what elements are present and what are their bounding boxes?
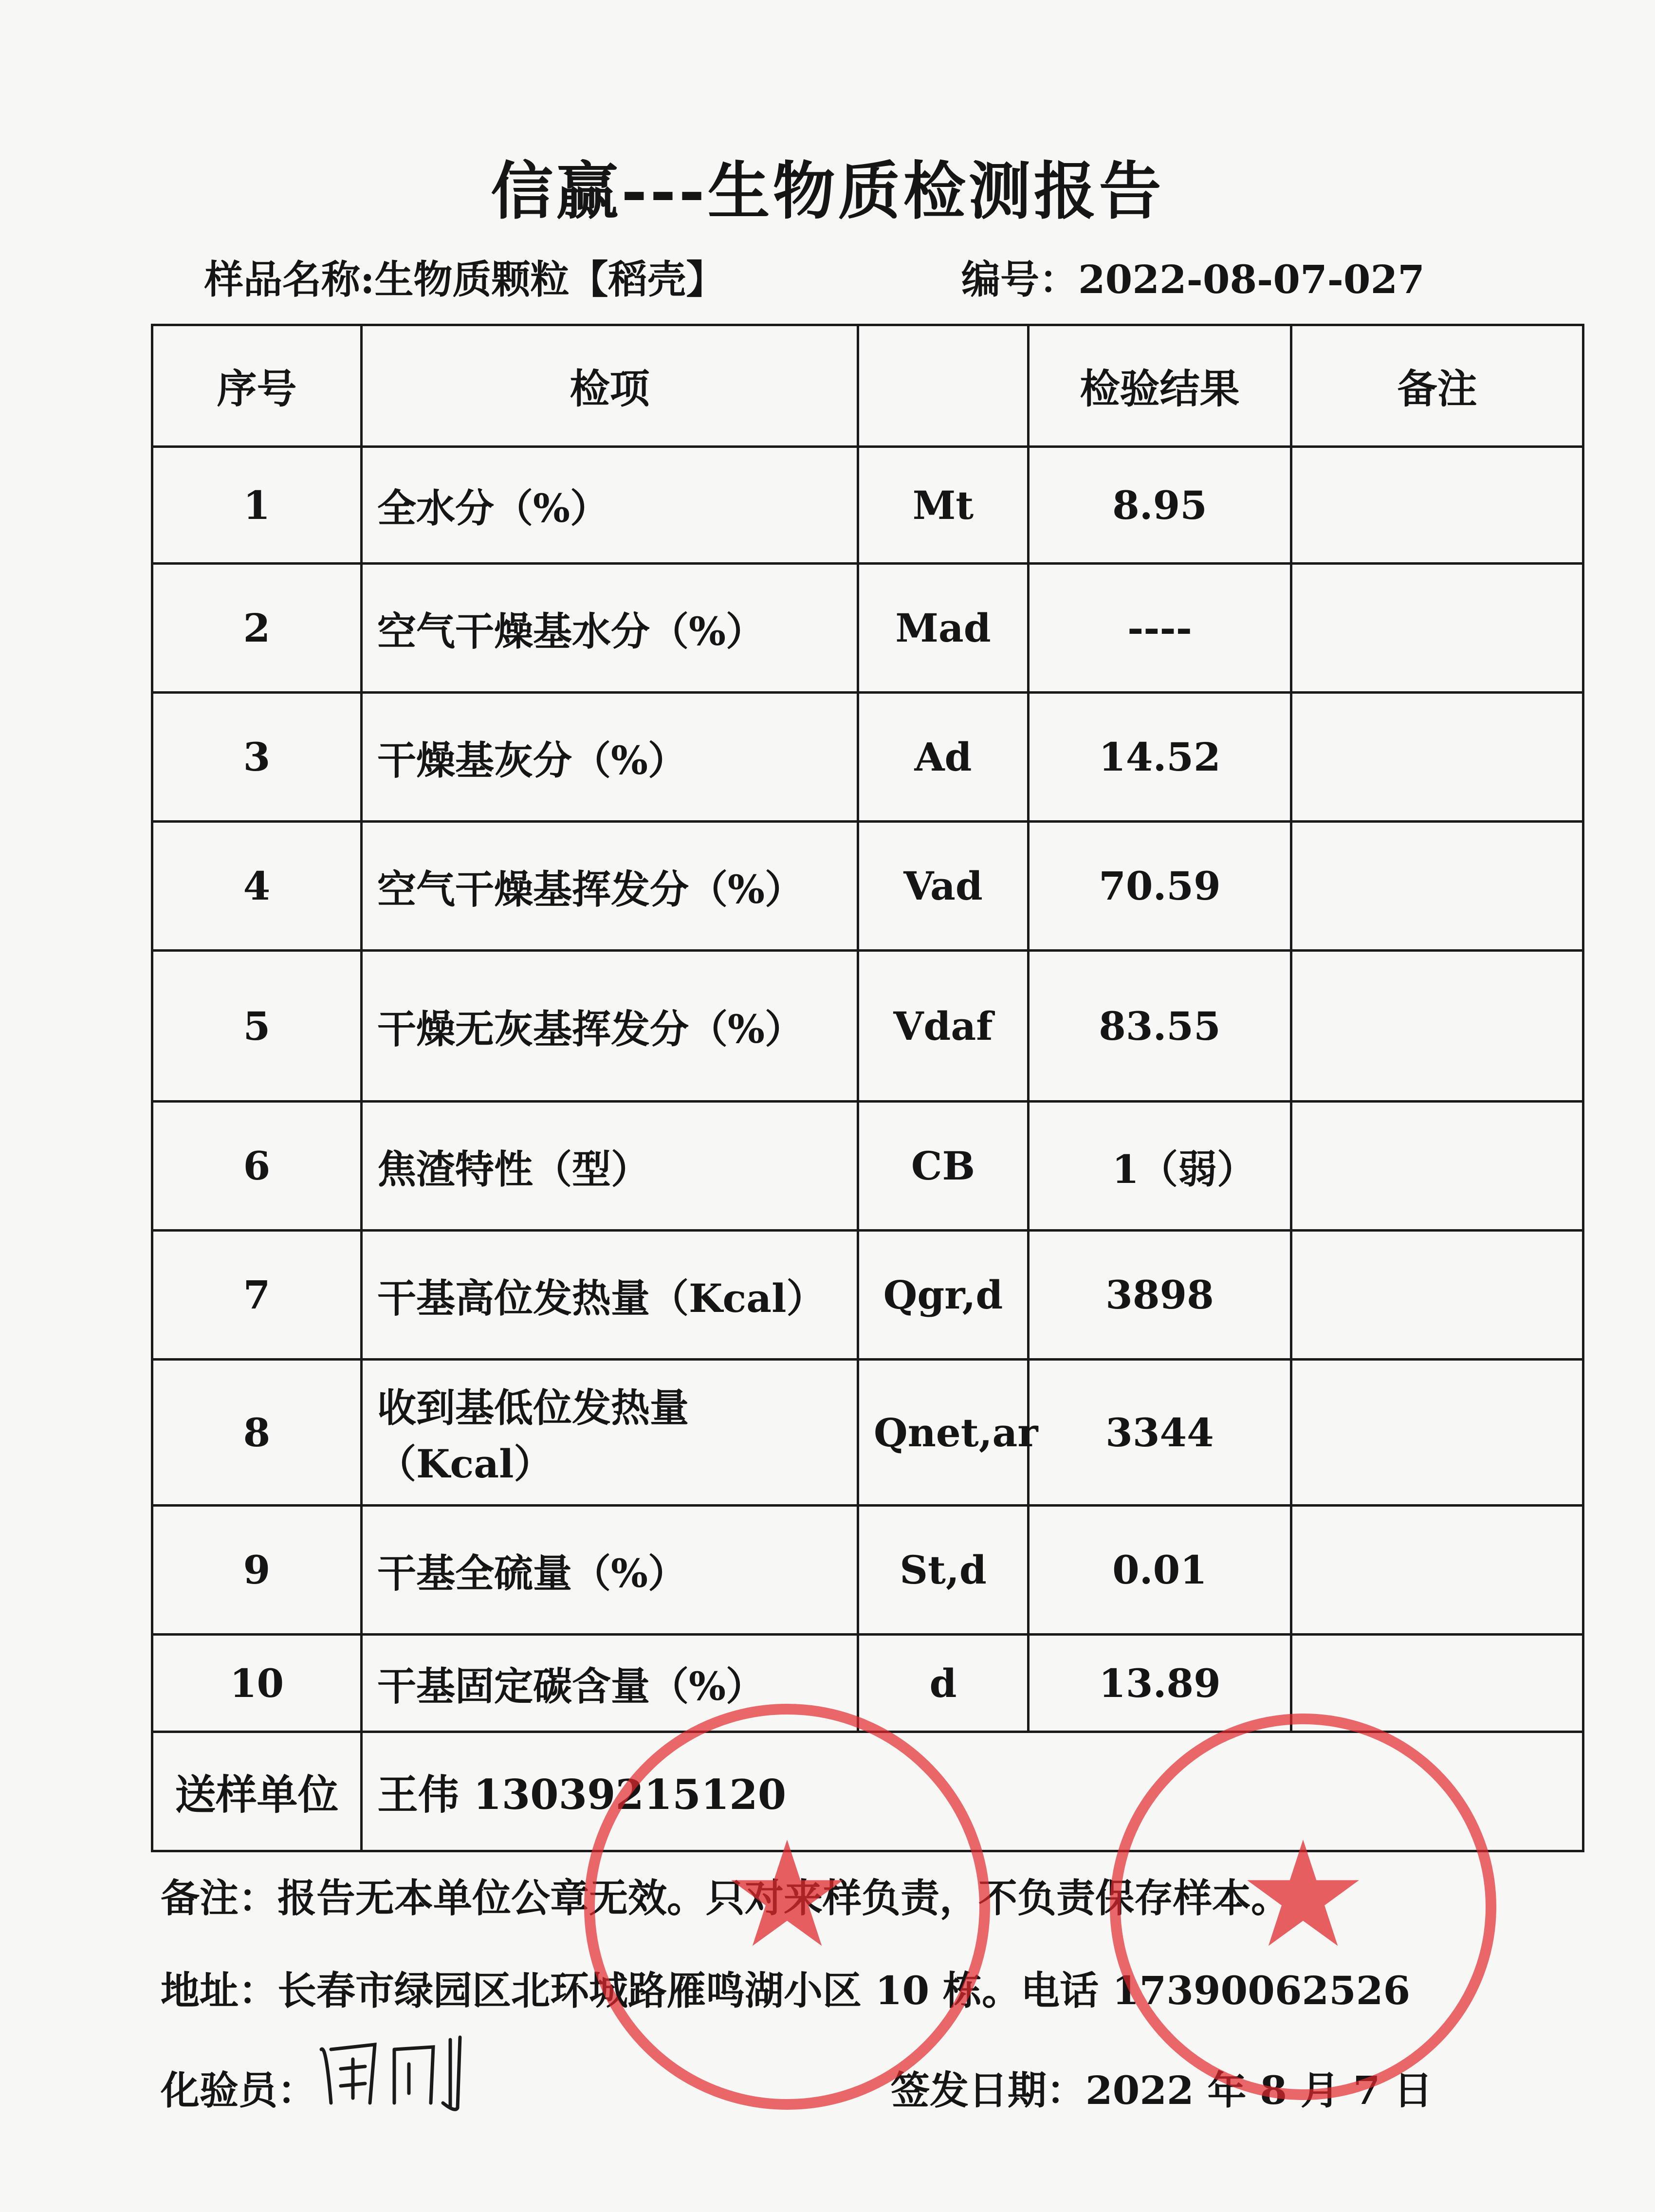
- inspector-label: 化验员：: [161, 2067, 316, 2113]
- sender-value: 王伟 13039215120: [362, 1732, 1583, 1851]
- table-row: [152, 564, 1583, 693]
- address-note: 地址：长春市绿园区北环城路雁鸣湖小区 10 栋。电话 17390062526: [161, 1968, 1411, 2013]
- row-remark: [1291, 951, 1583, 1102]
- report-title: 信赢---生物质检测报告: [491, 155, 1164, 228]
- table-row: [152, 1506, 1583, 1635]
- sample-name: 样品名称:生物质颗粒【稻壳】: [204, 257, 725, 302]
- table-row: [152, 1635, 1583, 1732]
- row-item: 全水分（%）: [362, 447, 858, 564]
- table-header-row: [152, 325, 1583, 447]
- row-remark: [1291, 693, 1583, 822]
- row-no: 10: [152, 1635, 362, 1732]
- row-remark: [1291, 564, 1583, 693]
- row-no: 4: [152, 822, 362, 951]
- row-no: 5: [152, 951, 362, 1102]
- row-code: Mad: [858, 564, 1029, 693]
- issue-date: 签发日期：2022 年 8 月 7 日: [891, 2067, 1433, 2113]
- report-number: 编号：2022-08-07-027: [961, 257, 1425, 302]
- row-item: 收到基低位发热量（Kcal）: [362, 1360, 858, 1506]
- row-result: 3898: [1029, 1231, 1291, 1360]
- header-item: 检项: [362, 325, 858, 447]
- row-no: 1: [152, 447, 362, 564]
- row-code: Vdaf: [858, 951, 1029, 1102]
- row-item: 干燥基灰分（%）: [362, 693, 858, 822]
- remark-note: 备注：报告无本单位公章无效。只对来样负责，不负责保存样本。: [161, 1875, 1290, 1921]
- row-item: 干基固定碳含量（%）: [362, 1635, 858, 1732]
- header-result: 检验结果: [1029, 325, 1291, 447]
- sender-label: 送样单位: [152, 1732, 362, 1851]
- header-remark: 备注: [1291, 325, 1583, 447]
- right-seal-stamp: [1110, 1714, 1496, 2100]
- table-row: [152, 951, 1583, 1102]
- row-no: 8: [152, 1360, 362, 1506]
- row-code: Ad: [858, 693, 1029, 822]
- row-no: 6: [152, 1102, 362, 1231]
- header-code: [858, 325, 1029, 447]
- row-result: ----: [1029, 564, 1291, 693]
- row-code: CB: [858, 1102, 1029, 1231]
- left-seal-stamp: [584, 1704, 990, 2110]
- row-result: 3344: [1029, 1360, 1291, 1506]
- star-icon: ★: [1237, 1810, 1369, 1980]
- row-remark: [1291, 1506, 1583, 1635]
- row-code: d: [858, 1635, 1029, 1732]
- table-row: [152, 1102, 1583, 1231]
- row-result: 13.89: [1029, 1635, 1291, 1732]
- row-code: Qnet,ar: [858, 1360, 1029, 1506]
- row-code: Mt: [858, 447, 1029, 564]
- row-result: 0.01: [1029, 1506, 1291, 1635]
- row-item: 干基全硫量（%）: [362, 1506, 858, 1635]
- table-row: [152, 447, 1583, 564]
- row-remark: [1291, 1231, 1583, 1360]
- row-result: 1（弱）: [1029, 1102, 1291, 1231]
- row-remark: [1291, 1360, 1583, 1506]
- row-item: 干基高位发热量（Kcal）: [362, 1231, 858, 1360]
- row-remark: [1291, 1102, 1583, 1231]
- row-code: Qgr,d: [858, 1231, 1029, 1360]
- header-no: 序号: [152, 325, 362, 447]
- row-no: 3: [152, 693, 362, 822]
- row-no: 7: [152, 1231, 362, 1360]
- row-item: 空气干燥基水分（%）: [362, 564, 858, 693]
- row-code: St,d: [858, 1506, 1029, 1635]
- row-item: 空气干燥基挥发分（%）: [362, 822, 858, 951]
- row-remark: [1291, 822, 1583, 951]
- row-result: 70.59: [1029, 822, 1291, 951]
- table-row: [152, 1360, 1583, 1506]
- row-result: 83.55: [1029, 951, 1291, 1102]
- row-item: 焦渣特性（型）: [362, 1102, 858, 1231]
- report-table: [151, 324, 1584, 1852]
- row-no: 2: [152, 564, 362, 693]
- table-row: [152, 822, 1583, 951]
- row-remark: [1291, 447, 1583, 564]
- table-row: [152, 693, 1583, 822]
- star-icon: ★: [721, 1810, 853, 1980]
- row-code: Vad: [858, 822, 1029, 951]
- row-result: 8.95: [1029, 447, 1291, 564]
- row-no: 9: [152, 1506, 362, 1635]
- row-item: 干燥无灰基挥发分（%）: [362, 951, 858, 1102]
- table-row: [152, 1231, 1583, 1360]
- inspector-signature: [312, 2030, 467, 2113]
- row-result: 14.52: [1029, 693, 1291, 822]
